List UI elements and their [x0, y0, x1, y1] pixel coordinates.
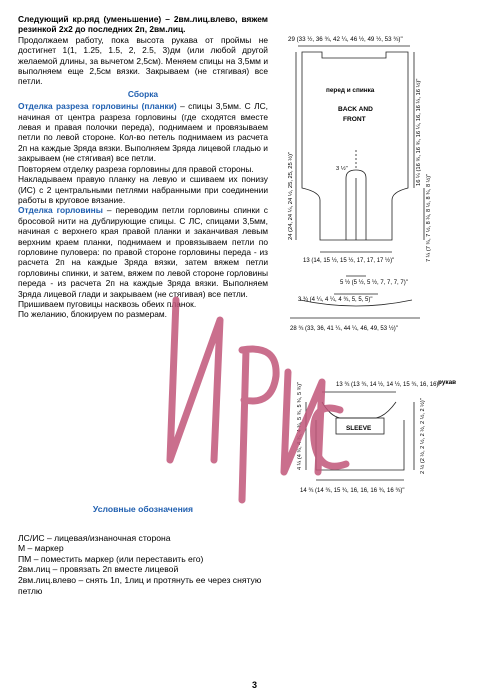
placket-depth: 3 ½": [336, 166, 348, 172]
sleeve-side-right: 2 ½ (2 ½, 2 ½, 2 ½, 2 ½, 2 ½)": [420, 398, 426, 474]
body-label-ru: перед и спинка: [326, 87, 375, 94]
lower-width: 13 (14, 15 ½, 15 ½, 17, 17, 17 ½)": [303, 258, 395, 264]
legend-item: 2вм.лиц.влево – снять 1п, 1лиц и протянуть ее через снятую петлю: [18, 574, 262, 596]
watermark-logo: [150, 260, 350, 520]
hem-width: 28 ¾ (33, 36, 41 ¼, 44 ¼, 46, 49, 53 ½)": [290, 326, 398, 332]
paragraph: Продолжаем работу, пока высота рукава от проймы не достигнет 1(1, 1.25, 1.5, 2, 2.5, 3)дм (или любой другой желаемой длины, за вычетом 2,5см). Меняем спицы на 3,5мм и выполняем еще 2,5см вязки. Закрываем (не стягивая) все петли.: [18, 34, 268, 87]
paragraph: Следующий кр.ряд (уменьшение) – 2вм.лиц.влево, вяжем резинкой 2х2 до последних 2п, 2вм.лиц.: [18, 14, 268, 35]
body-label-en: BACK AND: [338, 106, 373, 113]
paragraph: Отделка разреза горловины (планки) – спицы 3,5мм. С ЛС, начиная от центра разреза горловины (где сходятся вместе левая и правая полочки переда), поднимаем и провязываем петли по левой стороне. Кол-во петель поднимаем из расчета 2п на каждые 3ряда вязки. Выполняем 3ряда лицевой гладью и закрываем (не стягивая) все петли.: [18, 101, 268, 164]
paragraph: Отделка горловины – переводим петли горловины спинки с бросовой нити на дублирующие спицы. С ЛС, спицами 3,5мм, начиная с верхнего края правой планки и заканчивая левым верхним краем планки, поднимаем и провязываем петли по горловине пуловера: по правой стороне горловины переда - из расчета 2п на каждые 3ряда вязки, затем вяжем петли горловины спинки, и затем, вяжем по левой стороне горловины переда - из расчета 2п на каждые 3ряда вязки. Выполняем 3ряда лицевой глади и закрываем (не стягивая) все петли.: [18, 205, 268, 299]
page-number: 3: [252, 680, 258, 690]
legend-item: М – маркер: [18, 543, 64, 554]
section-heading: Сборка: [127, 88, 159, 99]
body-length: 24 (24, 24 ¼, 24 ½, 25, 25, 25 ½)": [288, 151, 294, 240]
paragraph: Накладываем правую планку на левую и сшиваем их понизу (ИС) с 2 центральными петлями набранными при соединении работы в круговое вязание.: [18, 174, 268, 205]
body-label-en: FRONT: [343, 116, 366, 123]
paragraph: Пришиваем пуговицы насквозь обеих планок.: [18, 298, 197, 309]
sleeve-top-width: 13 ¾ (13 ¾, 14 ½, 14 ½, 15 ¾, 16, 16)": [336, 382, 441, 388]
paragraph: По желанию, блокируем по размерам.: [18, 309, 167, 320]
paragraph: Повторяем отделку разреза горловины для правой стороны.: [18, 163, 254, 174]
sleeve-label-en: SLEEVE: [346, 425, 372, 432]
legend-item: 2вм.лиц – провязать 2п вместе лицевой: [18, 564, 179, 575]
armhole-depth: 16 ¼ (16 ¾, 16 ¾, 16 ¼, 16, 16 ¼, 16 ½)": [416, 78, 422, 186]
sleeve-side-left: 4 ¼ (4 ¾, 4 ¾, 4 ¾, 5 ¾, 5 ¾, 5 ¾)": [297, 381, 303, 470]
body-top-width: 29 (33 ½, 36 ¾, 42 ¼, 46 ½, 49 ½, 53 ¾)": [288, 36, 403, 43]
sleeve-bottom-width: 14 ¾ (14 ¾, 15 ¾, 16, 16, 16 ¾, 16 ¾)": [300, 488, 405, 494]
placket-width: 3 ¾ (4 ¼, 4 ¼, 4 ¾, 5, 5, 5)": [298, 297, 373, 303]
side-length: 7 ¼ (7 ¾, 7 ½, 8 ¼, 8 ½, 8 ¾, 8 ½)": [426, 173, 432, 262]
legend-item: ПМ – поместить маркер (или переставить его): [18, 553, 204, 564]
neck-width: 5 ½ (5 ½, 5 ½, 7, 7, 7, 7)": [340, 280, 408, 286]
legend-title: Условные обозначения: [92, 504, 194, 514]
legend-item: ЛС/ИС – лицевая/изнаночная сторона: [18, 532, 171, 543]
sleeve-label-ru: рукав: [438, 379, 457, 386]
